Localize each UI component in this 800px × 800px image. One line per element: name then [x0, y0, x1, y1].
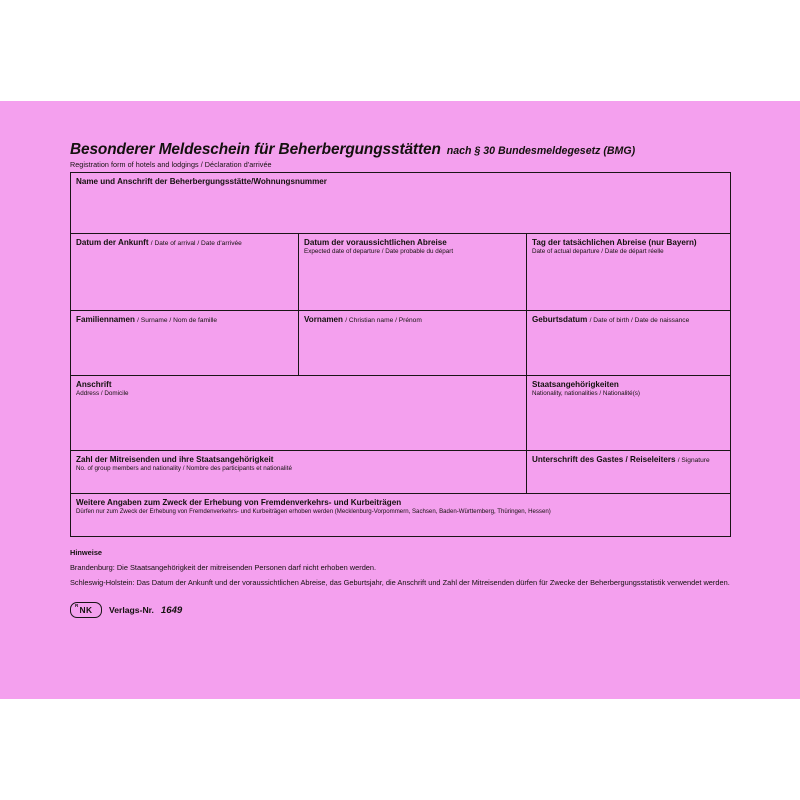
field-nationality[interactable] — [527, 376, 731, 451]
field-nationality-sublabel: Nationality, nationalities / Nationalité(s) — [532, 390, 641, 398]
publisher-number-label: Verlags-Nr. — [109, 605, 154, 616]
field-additional-info-sublabel: Dürfen nur zum Zweck der Erhebung von Fremdenverkehrs- und Kurbeiträgen erhoben werden (Mecklenburg-Vorpommern, Sachsen, Baden-Württemberg, Thüringen, Hessen) — [76, 508, 551, 516]
field-birthdate-label: Geburtsdatum / Date of birth / Date de naissance — [532, 315, 690, 324]
table-row-establishment — [71, 173, 731, 234]
field-firstname-label: Vornamen / Christian name / Prénom — [304, 315, 422, 324]
field-additional-info-label: Weitere Angaben zum Zweck der Erhebung von Fremdenverkehrs- und Kurbeiträgen — [76, 498, 402, 507]
registered-mark-icon: R — [75, 603, 79, 609]
form-content — [70, 141, 730, 681]
form-sheet — [0, 101, 800, 699]
title-main: Besonderer Meldeschein für Beherbergungsstätten — [70, 141, 441, 158]
field-arrival-date-label: Datum der Ankunft / Date of arrival / Date d'arrivée — [76, 238, 242, 247]
field-expected-departure-sublabel: Expected date of departure / Date probable du départ — [304, 248, 454, 256]
publisher-number-value: 1649 — [160, 604, 183, 616]
title-translation: Registration form of hotels and lodgings / Déclaration d'arrivée — [70, 160, 272, 169]
publisher-logo-icon — [70, 602, 102, 618]
field-group-members[interactable] — [71, 451, 527, 494]
field-group-members-label: Zahl der Mitreisenden und ihre Staatsangehörigkeit — [76, 455, 274, 464]
field-expected-departure[interactable] — [299, 234, 527, 311]
field-address[interactable] — [71, 376, 527, 451]
field-actual-departure[interactable] — [527, 234, 731, 311]
field-establishment-label: Name und Anschrift der Beherbergungsstätte/Wohnungsnummer — [76, 177, 327, 186]
notes-section — [70, 548, 730, 588]
table-row-names — [71, 311, 731, 376]
form-table — [70, 172, 731, 537]
field-address-label: Anschrift — [76, 380, 112, 389]
document-title — [70, 141, 730, 159]
notes-line-schleswig-holstein: Schleswig-Holstein: Das Datum der Ankunft und der voraussichtlichen Abreise, das Geburtsjahr, die Anschrift und Zahl der Mitreisenden dürfen für Zwecke der Beherbergungsstatistik verwendet werden. — [70, 577, 730, 587]
notes-line-brandenburg: Brandenburg: Die Staatsangehörigkeit der mitreisenden Personen darf nicht erhoben werden. — [70, 563, 377, 572]
table-row-address — [71, 376, 731, 451]
title-subtitle: nach § 30 Bundesmeldegesetz (BMG) — [446, 145, 636, 157]
field-actual-departure-label: Tag der tatsächlichen Abreise (nur Bayern) — [532, 238, 697, 247]
field-firstname[interactable] — [299, 311, 527, 376]
field-signature-label: Unterschrift des Gastes / Reiseleiters / Signature — [532, 455, 710, 464]
footer — [70, 602, 730, 618]
table-row-group — [71, 451, 731, 494]
field-birthdate[interactable] — [527, 311, 731, 376]
field-surname[interactable] — [71, 311, 299, 376]
table-row-dates — [71, 234, 731, 311]
notes-heading: Hinweise — [70, 548, 103, 557]
field-arrival-date[interactable] — [71, 234, 299, 311]
field-expected-departure-label: Datum der voraussichtlichen Abreise — [304, 238, 447, 247]
field-group-members-sublabel: No. of group members and nationality / Nombre des participants et nationalité — [76, 465, 292, 473]
field-signature[interactable] — [527, 451, 731, 494]
publisher-logo-text: NK — [79, 605, 93, 616]
field-address-sublabel: Address / Domicile — [76, 390, 129, 398]
field-actual-departure-sublabel: Date of actual departure / Date de départ réelle — [532, 248, 664, 256]
field-establishment[interactable] — [71, 173, 731, 234]
table-row-additional — [71, 494, 731, 537]
field-surname-label: Familiennamen / Surname / Nom de famille — [76, 315, 218, 324]
field-nationality-label: Staatsangehörigkeiten — [532, 380, 619, 389]
field-additional-info[interactable] — [71, 494, 731, 537]
